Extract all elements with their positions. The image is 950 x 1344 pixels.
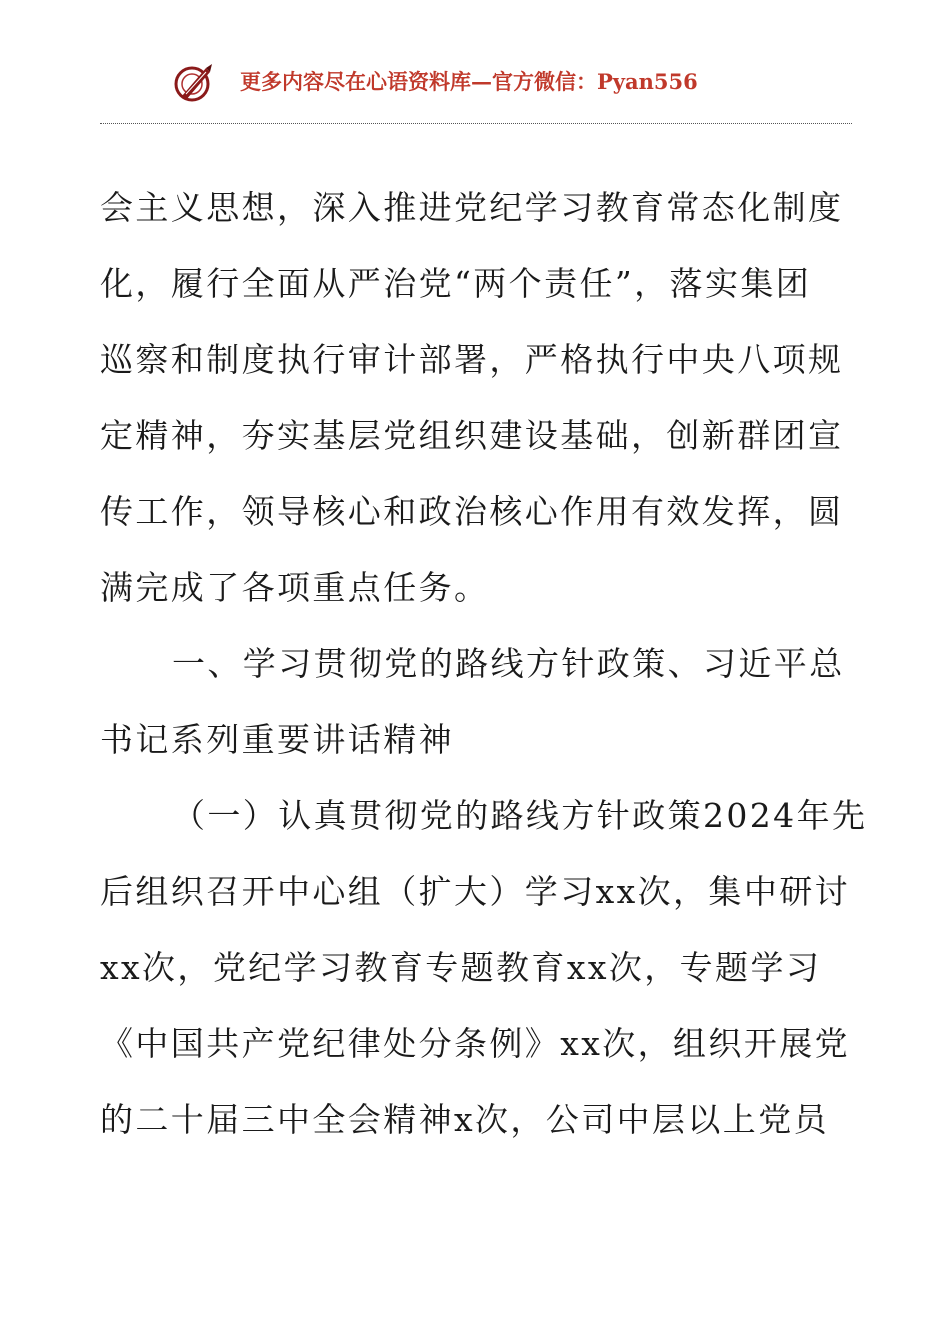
body-line: 定精神，夯实基层党组织建设基础，创新群团宣	[100, 416, 844, 455]
page-header	[100, 52, 852, 124]
header-divider	[100, 123, 852, 124]
section-heading-line: 书记系列重要讲话精神	[100, 720, 454, 759]
body-line: 满完成了各项重点任务。	[100, 568, 490, 607]
body-line: 化，履行全面从严治党“两个责任”，落实集团	[100, 264, 812, 303]
pen-nib-logo-icon	[172, 60, 216, 104]
body-line: （一）认真贯彻党的路线方针政策2024年先	[172, 796, 868, 835]
body-line: 巡察和制度执行审计部署，严格执行中央八项规	[100, 340, 844, 379]
header-banner-text: 更多内容尽在心语资料库—官方微信：Pyan556	[240, 69, 698, 94]
body-line: xx次，党纪学习教育专题教育xx次，专题学习	[100, 948, 822, 987]
body-line: 会主义思想，深入推进党纪学习教育常态化制度	[100, 188, 844, 227]
body-line: 《中国共产党纪律处分条例》xx次，组织开展党	[100, 1024, 851, 1063]
body-line: 后组织召开中心组（扩大）学习xx次，集中研讨	[100, 872, 851, 911]
body-line: 传工作，领导核心和政治核心作用有效发挥，圆	[100, 492, 844, 531]
section-heading-line: 一、学习贯彻党的路线方针政策、习近平总	[172, 644, 845, 683]
document-body	[100, 170, 868, 1158]
body-line: 的二十届三中全会精神x次，公司中层以上党员	[100, 1100, 830, 1139]
